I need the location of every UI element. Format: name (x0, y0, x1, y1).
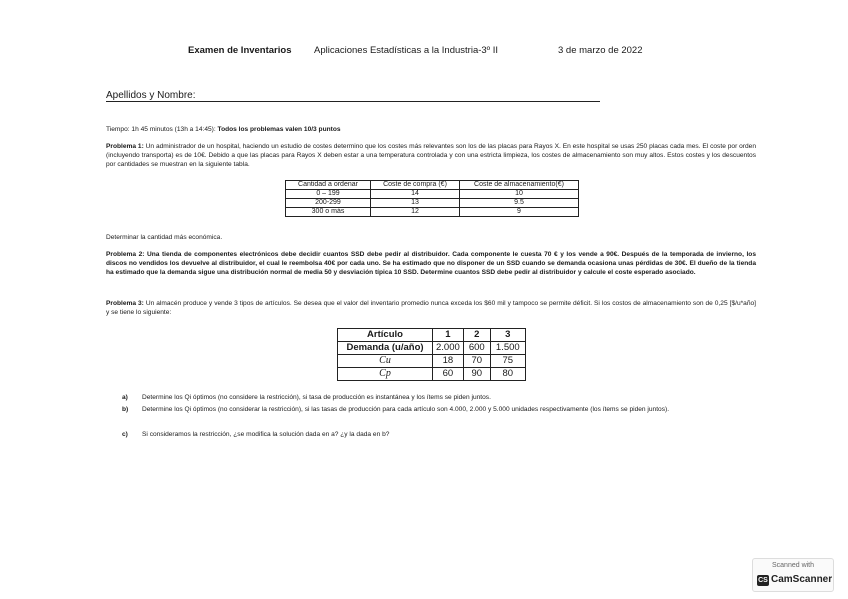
exam-date: 3 de marzo de 2022 (558, 45, 643, 56)
table-cell: 70 (463, 355, 490, 368)
table-cell: 60 (433, 368, 464, 381)
problem-2-body: Una tienda de componentes electrónicos debe decidir cuantos SSD debe pedir al distribuidor. Cada componente le cuesta 70 € y los vende a 90€. Después de la temporada de invierno, los discos no vendidos los devuelve al distribuidor, el cual le reembolsa 40€ por cada uno. Se ha estimado que no disponer de un SSD cuando se demanda ocasiona unas pérdidas de 30€. El dueño de la tienda ha estimado que la demanda sigue una distribución normal de media 50 y desviación típica 10 SSD. Determine cuantos SSD debe pedir al distribuidor y calcule el coste esperado asociado. (106, 251, 756, 276)
problem-3-title: Problema 3: (106, 300, 144, 307)
row-label: Demanda (u/año) (338, 342, 433, 355)
problem-1-title: Problema 1: (106, 143, 144, 150)
camscanner-logo-icon: CS (758, 577, 768, 584)
item-text: Determine los Qi óptimos (no considere la restricción), si tasa de producción es instantánea y los ítems se piden juntos. (142, 394, 491, 401)
table-row (286, 190, 579, 199)
table-cell: 600 (463, 342, 490, 355)
table-row (338, 368, 526, 381)
table-row (338, 342, 526, 355)
table-cell: 90 (463, 368, 490, 381)
table-cell: 10 (460, 190, 579, 199)
table-cell: 200-299 (286, 199, 371, 208)
table-header: Artículo (338, 329, 433, 342)
watermark-brand: CamScanner (771, 574, 833, 585)
table-cell: 13 (371, 199, 460, 208)
table-cell: 14 (371, 190, 460, 199)
problem-3-table (337, 328, 526, 381)
item-label: a) (122, 394, 128, 401)
table-cell: 75 (490, 355, 525, 368)
table-row (286, 208, 579, 217)
name-label: Apellidos y Nombre: (106, 90, 196, 101)
exam-title: Examen de Inventarios (188, 45, 292, 56)
problem-1-body: Un administrador de un hospital, haciendo un estudio de costes determino que los costes más relevantes son los de las placas para Rayos X. En este hospital se usas 250 placas cada mes. El coste por orden (incluyendo transporta) es de 10€. Debido a que las placas para Rayos X deben estar a una temperatura controlada y con una estricta limpieza, los costes de almacenamiento son muy altos. Estos costes y los descuentos por cantidades se muestran en la siguiente tabla. (106, 143, 757, 168)
row-label (338, 368, 433, 381)
table-header: Coste de almacenamiento(€) (460, 181, 579, 190)
table-row (286, 199, 579, 208)
problem-3-body: Un almacén produce y vende 3 tipos de artículos. Se desea que el valor del inventario promedio nunca exceda los $60 mil y tampoco se permite déficit. Si los costos de almacenamiento son de 0,25 [$/u*año] y se tiene lo siguiente: (106, 300, 757, 316)
problem-3-text (106, 299, 756, 317)
table-row (338, 355, 526, 368)
table-cell: 9.5 (460, 199, 579, 208)
table-cell: 18 (433, 355, 464, 368)
table-header: 1 (433, 329, 464, 342)
item-label: b) (122, 406, 129, 413)
list-item (122, 430, 762, 439)
item-label: c) (122, 431, 128, 438)
time-points: Todos los problemas valen 10/3 puntos (217, 126, 341, 133)
cp-symbol: Cp (379, 368, 391, 379)
cu-symbol: Cu (379, 355, 391, 366)
table-cell: 0 – 199 (286, 190, 371, 199)
table-header-row (286, 181, 579, 190)
table-header: Coste de compra (€) (371, 181, 460, 190)
list-item (122, 405, 762, 414)
problem-2-text (106, 250, 756, 277)
table-header: Cantidad a ordenar (286, 181, 371, 190)
table-cell: 2.000 (433, 342, 464, 355)
course-title: Aplicaciones Estadísticas a la Industria-3º II (314, 45, 499, 56)
name-underline (106, 101, 600, 102)
time-prefix: Tiempo: 1h 45 minutos (13h a 14:45): (106, 126, 218, 133)
camscanner-watermark (752, 558, 834, 592)
list-item (122, 393, 762, 402)
problem-1-question: Determinar la cantidad más económica. (106, 234, 223, 241)
table-cell: 1.500 (490, 342, 525, 355)
table-cell: 80 (490, 368, 525, 381)
table-cell: 300 o más (286, 208, 371, 217)
table-header: 3 (490, 329, 525, 342)
item-text: Determine los Qi óptimos (no considerar la restricción), si las tasas de producción para cada artículo son 4.000, 2.000 y 5.000 unidades respectivamente (los ítems se piden juntos). (142, 406, 670, 413)
watermark-caption: Scanned with (771, 562, 815, 569)
table-cell: 12 (371, 208, 460, 217)
item-text: Si consideramos la restricción, ¿se modifica la solución dada en a? ¿y la dada en b? (142, 431, 390, 438)
table-cell: 9 (460, 208, 579, 217)
row-label (338, 355, 433, 368)
problem-2-title: Problema 2: (106, 251, 145, 258)
problem-1-text (106, 142, 756, 169)
time-info (106, 125, 756, 134)
table-header: 2 (463, 329, 490, 342)
table-header-row (338, 329, 526, 342)
problem-1-table (285, 180, 579, 217)
